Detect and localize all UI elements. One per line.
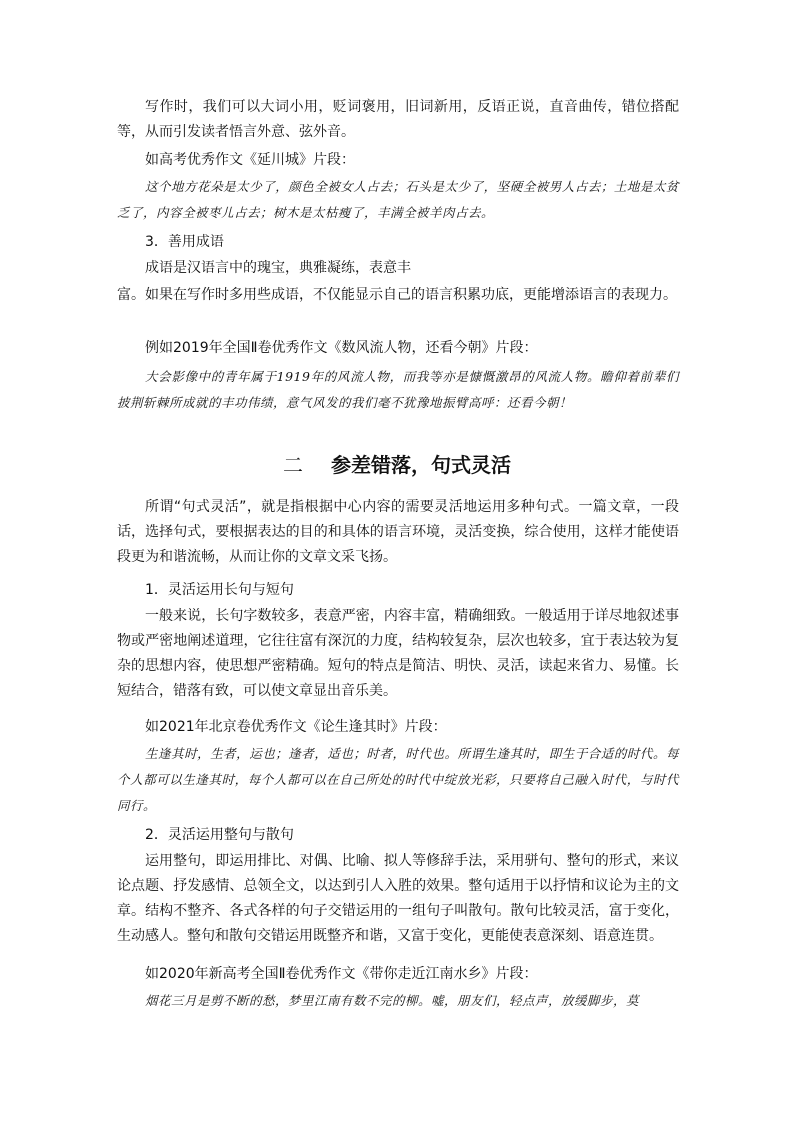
example-intro-2020: 如2020年新高考全国Ⅱ卷优秀作文《带你走近江南水乡》片段：	[145, 966, 538, 982]
example-intro-yanchuan: 如高考优秀作文《延川城》片段：	[145, 152, 355, 168]
paragraph-idioms-body: 富。如果在写作时多用些成语，不仅能显示自己的语言积累功底，更能增添语言的表现力。	[117, 287, 677, 303]
example-intro-2019: 例如2019年全国Ⅱ卷优秀作文《数风流人物，还看今朝》片段：	[145, 340, 538, 356]
paragraph-sentence-flexibility: 所谓“句式灵活”，就是指根据中心内容的需要灵活地运用多种句式。一篇文章，一段话，选择句式，要根据表达的目的和具体的语言环境，灵活变换，综合使用，这样才能使语段更为和谐流畅，从而让你的文章文采飞扬。	[117, 499, 679, 565]
section-number: 二	[283, 453, 303, 477]
example-intro-2021: 如2021年北京卷优秀作文《论生逢其时》片段：	[145, 719, 447, 735]
paragraph-idioms-line1: 成语是汉语言中的瑰宝，典雅凝练，表意丰	[145, 260, 411, 276]
paragraph-long-short: 一般来说，长句字数较多，表意严密，内容丰富，精确细致。一般适用于详尽地叙述事物或严密地阐述道理，它往往富有深沉的力度，结构较复杂，层次也较多，宜于表达较为复杂的思想内容，使思想严密精确。短句的特点是简洁、明快、灵活，读起来省力、易懂。长短结合，错落有致，可以使文章显出音乐美。	[117, 608, 679, 699]
quote-yanchuan: 这个地方花朵是太少了，颜色全被女人占去；石头是太少了，坚硬全被男人占去；土地是太贫乏了，内容全被枣儿占去；树木是太枯瘦了，丰满全被羊肉占去。	[117, 179, 679, 220]
paragraph-parallel-loose: 运用整句，即运用排比、对偶、比喻、拟人等修辞手法，采用骈句、整句的形式，来议论点题、抒发感情、总领全文，以达到引人入胜的效果。整句适用于以抒情和议论为主的文章。结构不整齐、各式各样的句子交错运用的一组句子叫散句。散句比较灵活，富于变化，生动感人。整句和散句交错运用既整齐和谐，又富于变化，更能使表意深刻、语意连贯。	[117, 853, 679, 944]
subheading-idioms: 3．善用成语	[145, 234, 224, 250]
section-title: 参差错落，句式灵活	[331, 453, 511, 477]
section-heading	[0, 451, 794, 479]
subheading-long-short: 1．灵活运用长句与短句	[145, 582, 294, 598]
quote-2021: 生逢其时，生者，运也；逢者，适也；时者，时代也。所谓生逢其时，即生于合适的时代。每个人都可以生逢其时，每个人都可以在自己所处的时代中绽放光彩，只要将自己融入时代，与时代同行。	[117, 746, 679, 813]
paragraph-intro: 写作时，我们可以大词小用，贬词褒用，旧词新用，反语正说，直音曲传，错位搭配等，从而引发读者悟言外意、弦外音。	[117, 99, 679, 140]
quote-2019: 大会影像中的青年属于1919年的风流人物，而我等亦是慷慨激昂的风流人物。瞻仰着前辈们披荆斩棘所成就的丰功伟绩，意气风发的我们毫不犹豫地振臂高呼：还看今朝！	[117, 369, 679, 410]
quote-2020: 烟花三月是剪不断的愁，梦里江南有数不完的柳。嘘，朋友们，轻点声，放缓脚步，莫	[145, 993, 640, 1008]
subheading-parallel-loose: 2．灵活运用整句与散句	[145, 827, 294, 843]
